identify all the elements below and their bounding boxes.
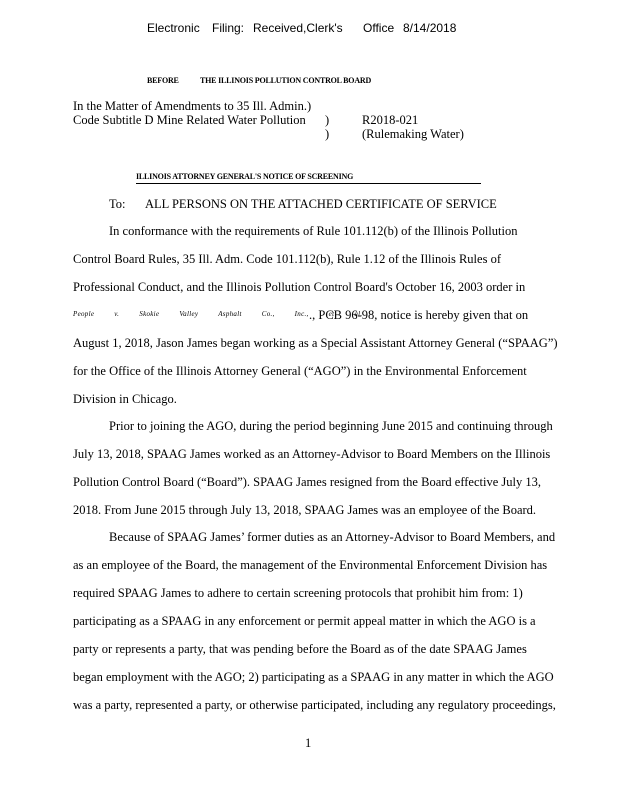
para2-line-4: 2018. From June 2015 through July 13, 2018, SPAAG James was an employee of the Board. <box>73 503 537 517</box>
header-date: 8/14/2018 <box>403 21 457 35</box>
header-office: Office <box>363 21 395 35</box>
caption-type: (Rulemaking Water) <box>362 127 464 141</box>
para1-line-3: Professional Conduct, and the Illinois Pollution Control Board's October 16, 2003 order in <box>73 280 526 294</box>
para1-case-citation: People v. Skokie Valley Asphalt Co., Inc., et al. <box>73 310 363 318</box>
caption-line-1: In the Matter of Amendments to 35 Ill. Admin.) <box>73 99 312 113</box>
to-recipients: ALL PERSONS ON THE ATTACHED CERTIFICATE OF SERVICE <box>145 197 497 211</box>
header-filing: Filing: <box>212 21 245 35</box>
para1-line-7: Division in Chicago. <box>73 392 177 406</box>
notice-title: ILLINOIS ATTORNEY GENERAL'S NOTICE OF SCREENING <box>136 172 354 181</box>
para3-line-5: party or represents a party, that was pending before the Board as of the date SPAAG James <box>73 642 527 656</box>
para3-line-2: as an employee of the Board, the management of the Environmental Enforcement Division has <box>73 558 548 572</box>
notice-title-underline <box>136 183 481 184</box>
board-before: BEFORE <box>147 76 179 85</box>
para2-line-1: Prior to joining the AGO, during the period beginning June 2015 and continuing through <box>109 419 553 433</box>
header-electronic: Electronic <box>147 21 200 35</box>
caption-paren-2: ) <box>325 113 330 127</box>
para3-line-1: Because of SPAAG James’ former duties as an Attorney-Advisor to Board Members, and <box>109 530 556 544</box>
para1-line-4: ., PCB 96-98, notice is hereby given that on <box>309 308 529 322</box>
header-received: Received,Clerk's <box>253 21 343 35</box>
board-name: THE ILLINOIS POLLUTION CONTROL BOARD <box>200 76 372 85</box>
para1-line-6: for the Office of the Illinois Attorney General (“AGO”) in the Environmental Enforcement <box>73 364 527 378</box>
para1-line-5: August 1, 2018, Jason James began working as a Special Assistant Attorney General (“SPAAG”) <box>73 336 558 350</box>
para3-line-4: participating as a SPAAG in any enforcement or permit appeal matter in which the AGO is a <box>73 614 536 628</box>
para3-line-3: required SPAAG James to adhere to certain screening protocols that prohibit him from: 1) <box>73 586 523 600</box>
caption-line-2: Code Subtitle D Mine Related Water Pollution <box>73 113 306 127</box>
para3-line-6: began employment with the AGO; 2) participating as a SPAAG in any matter in which the AGO <box>73 670 554 684</box>
para1-line-2: Control Board Rules, 35 Ill. Adm. Code 101.112(b), Rule 1.12 of the Illinois Rules of <box>73 252 501 266</box>
to-label: To: <box>109 197 126 211</box>
para3-line-7: was a party, represented a party, or otherwise participated, including any regulatory proceedings, <box>73 698 556 712</box>
caption-paren-3: ) <box>325 127 330 141</box>
para2-line-3: Pollution Control Board (“Board”). SPAAG James resigned from the Board effective July 13, <box>73 475 541 489</box>
page-number: 1 <box>305 736 312 750</box>
caption-docket: R2018-021 <box>362 113 419 127</box>
para1-line-1: In conformance with the requirements of Rule 101.112(b) of the Illinois Pollution <box>109 224 518 238</box>
para2-line-2: July 13, 2018, SPAAG James worked as an Attorney-Advisor to Board Members on the Illinois <box>73 447 551 461</box>
